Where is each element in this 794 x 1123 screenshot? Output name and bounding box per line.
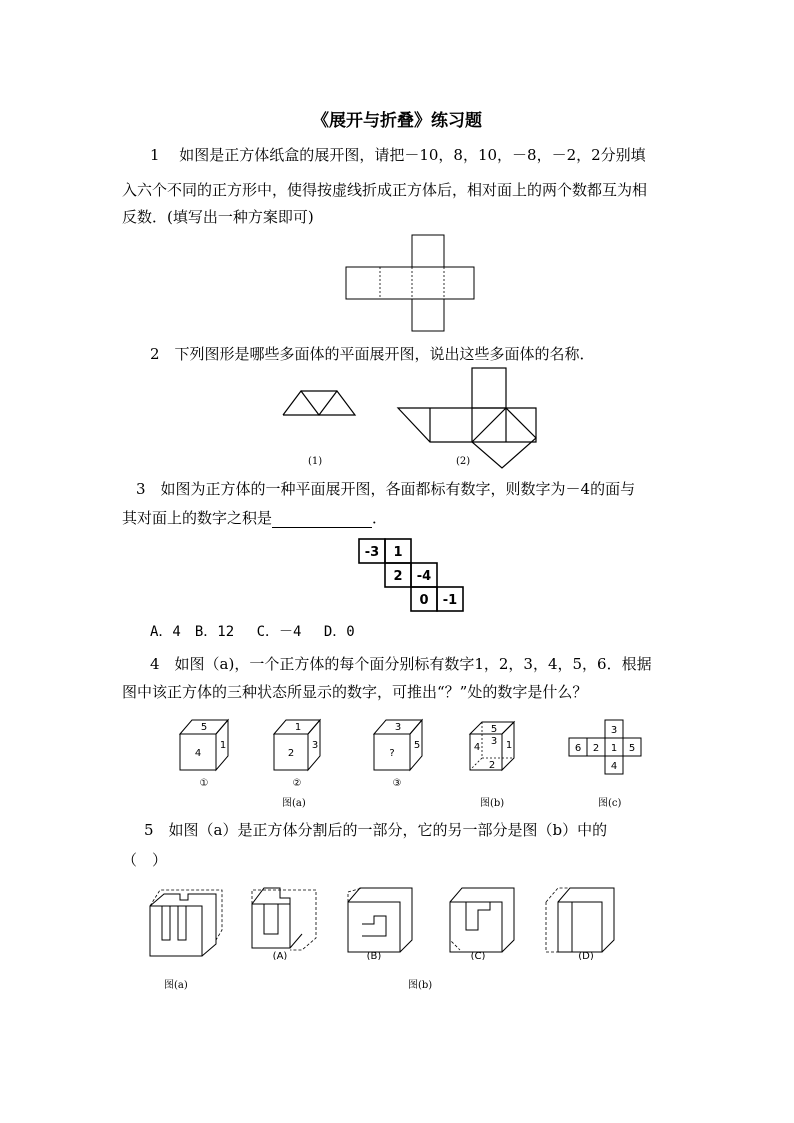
cube2-top: 1 [294, 722, 302, 733]
cube2-label: ② [292, 778, 302, 789]
cube1-right: 1 [219, 740, 227, 751]
cubeb-right: 1 [505, 740, 513, 751]
cubeb-top: 5 [490, 724, 498, 735]
netc-cell-5: 5 [628, 743, 636, 754]
q5-solids-figure [140, 880, 620, 960]
cubeb-front-a: 4 [473, 742, 481, 753]
q4-line2: 图中该正方体的三种状态所显示的数字，可推出“？”处的数字是什么？ [122, 683, 588, 701]
netc-cell-1: 3 [610, 725, 618, 736]
q3-options: A．4 B．12 C．－4 D．0 [150, 624, 355, 640]
cube3-front: ? [389, 748, 395, 759]
q4-line1: 4 如图（a)，一个正方体的每个面分别标有数字1，2，3，4，5，6．根据 [150, 655, 652, 673]
q3-cell-6: -1 [442, 593, 458, 608]
q4-caption-c: 图(c) [598, 798, 622, 809]
cube2-front: 2 [287, 748, 295, 759]
q3-line1: 3 如图为正方体的一种平面展开图，各面都标有数字，则数字为－4的面与 [136, 480, 636, 498]
q1-line2: 入六个不同的正方形中，使得按虚线折成正方体后，相对面上的两个数都互为相 [122, 181, 648, 199]
q5-label-c: (C) [470, 951, 486, 960]
cube1-label: ① [199, 778, 209, 789]
q3-answer-blank[interactable] [272, 513, 372, 528]
q1-cube-net-figure [345, 234, 475, 332]
q3-cell-2: 1 [393, 545, 403, 560]
cube1-top: 5 [200, 722, 208, 733]
q2-caption-1: (1) [308, 456, 323, 467]
q1-line1: 1 如图是正方体纸盒的展开图，请把－10，8，10，－8，－2，2分别填 [150, 146, 646, 164]
q3-cell-5: 0 [419, 593, 429, 608]
netc-cell-6: 4 [610, 761, 618, 772]
cube1-front: 4 [194, 748, 202, 759]
q5-line2: （ ） [122, 851, 168, 869]
q4-caption-a: 图(a) [282, 798, 306, 809]
netc-cell-4: 1 [610, 743, 618, 754]
q3-cell-4: -4 [416, 569, 432, 584]
q2-line1: 2 下列图形是哪些多面体的平面展开图，说出这些多面体的名称． [150, 345, 595, 363]
cubeb-bottom: 2 [488, 760, 496, 771]
cube3-right: 5 [413, 740, 421, 751]
q2-caption-2: (2) [456, 456, 471, 467]
q5-label-a: (A) [272, 951, 288, 960]
q3-cube-net-figure [358, 538, 464, 612]
q1-line3: 反数．(填写出一种方案即可) [122, 208, 314, 226]
q2-prism-net-figure [396, 366, 542, 470]
page-title: 《展开与折叠》练习题 [312, 111, 482, 131]
cubeb-front-b: 3 [490, 736, 498, 747]
cube3-top: 3 [394, 722, 402, 733]
q5-line1: 5 如图（a）是正方体分割后的一部分，它的另一部分是图（b）中的 [144, 821, 608, 839]
netc-cell-3: 2 [592, 743, 600, 754]
cube3-label: ③ [392, 778, 402, 789]
cube2-right: 3 [311, 740, 319, 751]
q5-caption-b: 图(b) [408, 980, 433, 991]
q2-triangle-net-figure [280, 388, 360, 418]
q3-line2-text: 其对面上的数字之积是 [122, 509, 273, 527]
q5-label-b: (B) [366, 951, 382, 960]
netc-cell-2: 6 [574, 743, 582, 754]
q3-cell-3: 2 [393, 569, 403, 584]
q3-line2-end: ． [372, 509, 388, 527]
q5-label-d: (D) [578, 951, 594, 960]
q3-cell-1: -3 [364, 545, 380, 560]
q4-caption-b: 图(b) [480, 798, 505, 809]
q3-line2 [122, 508, 682, 528]
q5-caption-a: 图(a) [164, 980, 188, 991]
